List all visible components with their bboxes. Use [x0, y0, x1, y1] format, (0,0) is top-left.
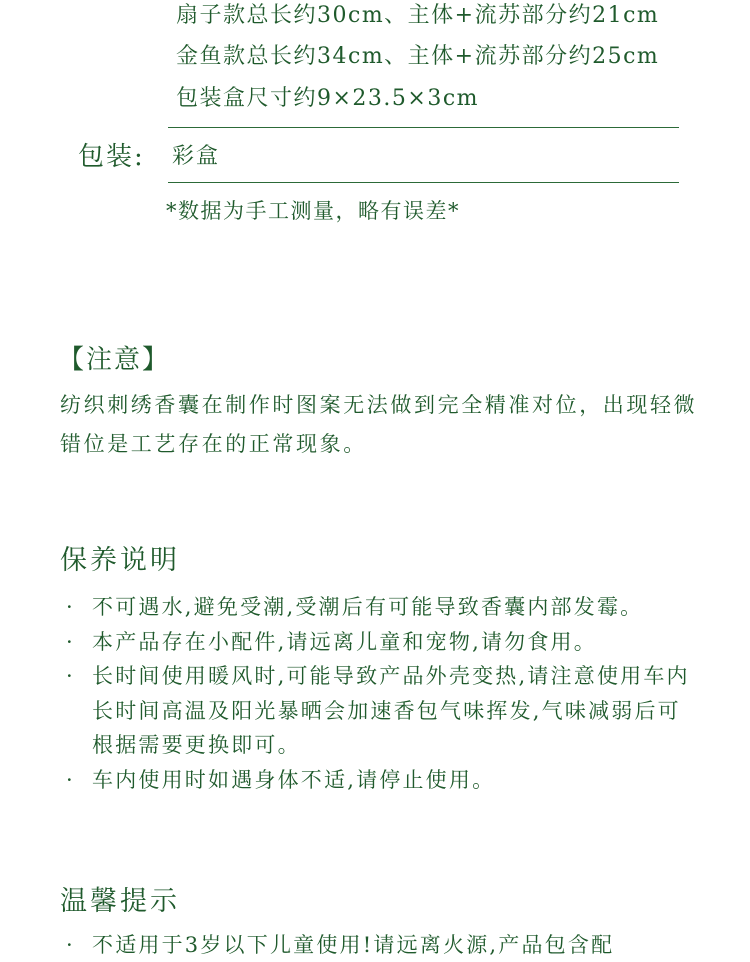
- bullet-icon: ·: [66, 664, 75, 688]
- divider-bottom: [168, 182, 679, 183]
- care-list: [62, 590, 702, 797]
- tips-item-text: 不适用于3岁以下儿童使用!请远离火源,产品包含配: [92, 933, 615, 957]
- list-item: [62, 625, 702, 660]
- care-item-text: 车内使用时如遇身体不适,请停止使用。: [92, 767, 496, 792]
- divider-top: [168, 127, 679, 128]
- size-line-goldfish: 金鱼款总长约34cm、主体+流苏部分约25cm: [176, 44, 660, 69]
- list-item: [62, 928, 742, 962]
- size-line-box: 包装盒尺寸约9×23.5×3cm: [176, 86, 480, 111]
- care-item-text: 不可遇水,避免受潮,受潮后有可能导致香囊内部发霉。: [92, 595, 644, 619]
- care-item-text: 本产品存在小配件,请远离儿童和宠物,请勿食用。: [92, 629, 597, 654]
- list-item: [62, 659, 702, 763]
- care-title: 保养说明: [60, 545, 180, 576]
- care-item-text: 长时间使用暖风时,可能导致产品外壳变热,请注意使用车内长时间高温及阳光暴晒会加速香包气味挥发,气味减弱后可根据需要更换即可。: [92, 664, 690, 757]
- tips-title: 温馨提示: [60, 886, 180, 917]
- bullet-icon: ·: [66, 767, 75, 792]
- measurement-footnote: *数据为手工测量，略有误差*: [166, 199, 460, 223]
- bullet-icon: ·: [66, 595, 75, 619]
- packaging-label: 包装:: [78, 142, 145, 172]
- notice-title: 【注意】: [58, 345, 171, 375]
- list-item: [62, 763, 702, 798]
- packaging-value: 彩盒: [172, 144, 221, 169]
- bullet-icon: ·: [66, 933, 75, 957]
- bullet-icon: ·: [66, 629, 75, 654]
- notice-body: 纺织刺绣香囊在制作时图案无法做到完全精准对位，出现轻微错位是工艺存在的正常现象。: [60, 393, 698, 456]
- size-line-fan: 扇子款总长约30cm、主体+流苏部分约21cm: [176, 3, 660, 28]
- list-item: [62, 590, 702, 625]
